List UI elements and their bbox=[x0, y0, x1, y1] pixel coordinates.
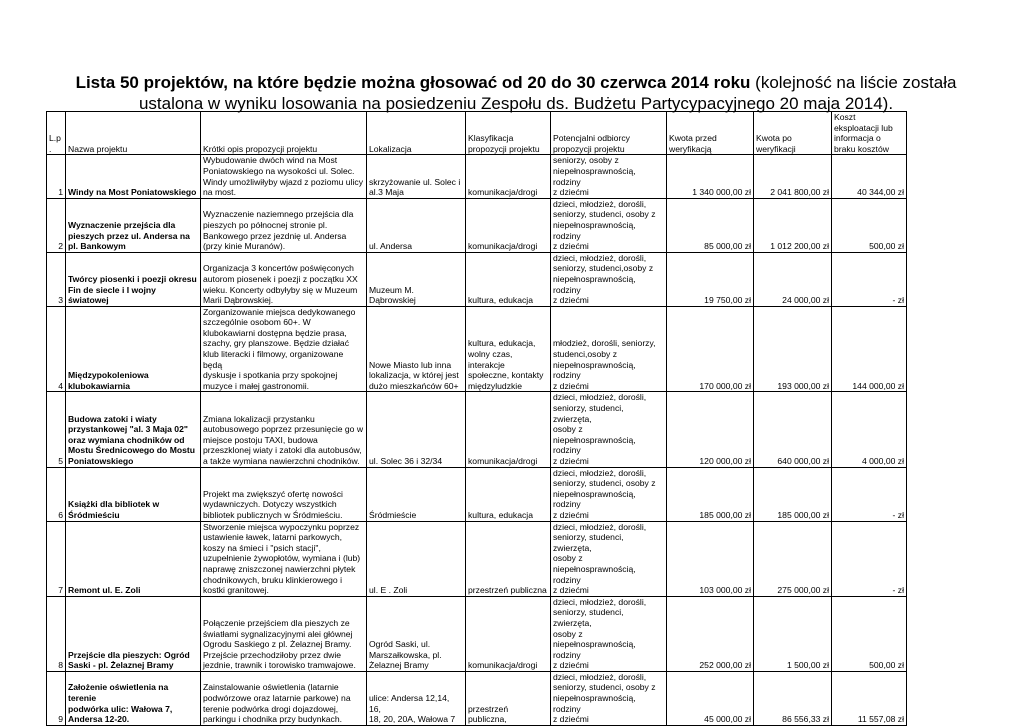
row-lp: 1 bbox=[47, 155, 66, 198]
row-name: Międzypokoleniowa klubokawiarnia bbox=[66, 306, 201, 392]
header-lp: L.p. bbox=[47, 112, 66, 155]
row-name: Twórcy piosenki i poezji okresu Fin de siecle i I wojny światowej bbox=[66, 252, 201, 306]
row-location: skrzyżowanie ul. Solec i al.3 Maja bbox=[367, 155, 466, 198]
row-name: Windy na Most Poniatowskiego bbox=[66, 155, 201, 198]
row-desc: Organizacja 3 koncertów poświęconych autorom piosenek i poezji z początku XX wieku. Koncerty odbyłyby się w Muzeum Marii Dąbrowskiej. bbox=[201, 252, 367, 306]
row-name: Przejście dla pieszych: Ogród Saski - pl. Żelaznej Bramy bbox=[66, 596, 201, 671]
row-location: ul. E . Zoli bbox=[367, 521, 466, 596]
row-amount-after: 2 041 800,00 zł bbox=[754, 155, 832, 198]
row-location: ul. Andersa bbox=[367, 198, 466, 252]
row-location: Muzeum M. Dąbrowskiej bbox=[367, 252, 466, 306]
header-location: Lokalizacja bbox=[367, 112, 466, 155]
row-target: dzieci, młodzież, dorośli, seniorzy, studenci, osoby z niepełnosprawnością, rodziny z dziećmi bbox=[551, 198, 667, 252]
row-amount-after: 193 000,00 zł bbox=[754, 306, 832, 392]
row-target: dzieci, młodzież, dorośli, seniorzy, studenci, zwierzęta, osoby z niepełnosprawnością, rodziny z dziećmi bbox=[551, 596, 667, 671]
row-name: Założenie oświetlenia na terenie podwórka ulic: Wałowa 7, Andersa 12-20. bbox=[66, 671, 201, 725]
page-title bbox=[46, 72, 986, 114]
row-location: ul. Solec 36 i 32/34 bbox=[367, 392, 466, 467]
row-desc: Zainstalowanie oświetlenia (latarnie podwórzowe oraz latarnie parkowe) na terenie podwórka drogi dojazdowej, parkingu i chodnika przy budynkach. bbox=[201, 671, 367, 725]
row-amount-before: 45 000,00 zł bbox=[667, 671, 754, 725]
row-operating-cost: - zł bbox=[832, 252, 907, 306]
row-amount-before: 85 000,00 zł bbox=[667, 198, 754, 252]
table-row bbox=[47, 155, 907, 198]
row-lp: 4 bbox=[47, 306, 66, 392]
row-class: przestrzeń publiczna bbox=[466, 521, 551, 596]
row-lp: 5 bbox=[47, 392, 66, 467]
row-amount-before: 185 000,00 zł bbox=[667, 467, 754, 521]
row-desc: Zorganizowanie miejsca dedykowanego szczególnie osobom 60+. W klubokawiarni dostępna będzie prasa, szachy, gry planszowe. Będzie działać klub literacki i filmowy, organizowane będą dyskusje i spotkania przy spokojnej muzyce i małej gastronomii. bbox=[201, 306, 367, 392]
row-lp: 9 bbox=[47, 671, 66, 725]
row-lp: 2 bbox=[47, 198, 66, 252]
row-operating-cost: 40 344,00 zł bbox=[832, 155, 907, 198]
row-amount-before: 120 000,00 zł bbox=[667, 392, 754, 467]
row-amount-before: 19 750,00 zł bbox=[667, 252, 754, 306]
row-target: dzieci, młodzież, dorośli, seniorzy, studenci, osoby z niepełnosprawnością, rodziny z dziećmi bbox=[551, 467, 667, 521]
table-row bbox=[47, 671, 907, 725]
row-amount-before: 1 340 000,00 zł bbox=[667, 155, 754, 198]
title-bold: Lista 50 projektów, na które będzie można głosować od 20 do 30 czerwca 2014 roku bbox=[75, 73, 751, 92]
row-lp: 8 bbox=[47, 596, 66, 671]
row-amount-before: 252 000,00 zł bbox=[667, 596, 754, 671]
row-name: Książki dla bibliotek w Śródmieściu bbox=[66, 467, 201, 521]
row-class: przestrzeń publiczna, bbox=[466, 671, 551, 725]
row-class: kultura, edukacja, wolny czas, interakcje społeczne, kontakty międzyludzkie bbox=[466, 306, 551, 392]
header-desc: Krótki opis propozycji projektu bbox=[201, 112, 367, 155]
row-desc: Wyznaczenie naziemnego przejścia dla pieszych po północnej stronie pl. Bankowego przez jezdnię ul. Andersa (przy kinie Muranów). bbox=[201, 198, 367, 252]
row-desc: Stworzenie miejsca wypoczynku poprzez ustawienie ławek, latarni parkowych, koszy na śmieci i "psich stacji", uzupełnienie żywopłotów, wymiana i (lub) naprawę zniszczonej nawierzchni płytek chodnikowych, bruku klinkierowego i kostki granitowej. bbox=[201, 521, 367, 596]
row-location: Nowe Miasto lub inna lokalizacja, w której jest dużo mieszkańców 60+ bbox=[367, 306, 466, 392]
table-row bbox=[47, 521, 907, 596]
header-after: Kwota po weryfikacji bbox=[754, 112, 832, 155]
row-location: Ogród Saski, ul. Marszałkowska, pl. Żelaznej Bramy bbox=[367, 596, 466, 671]
row-amount-before: 170 000,00 zł bbox=[667, 306, 754, 392]
row-operating-cost: 4 000,00 zł bbox=[832, 392, 907, 467]
header-target: Potencjalni odbiorcy propozycji projektu bbox=[551, 112, 667, 155]
table-row bbox=[47, 467, 907, 521]
row-desc: Wybudowanie dwóch wind na Most Poniatowskiego na wysokości ul. Solec. Windy umożliwiłyby wjazd z poziomu ulicy na most. bbox=[201, 155, 367, 198]
title-rest: (kolejność na liście została ustalona w wyniku losowania na posiedzeniu Zespołu ds. Budżetu Partycypacyjnego 20 maja 2014). bbox=[138, 73, 957, 113]
table-row bbox=[47, 306, 907, 392]
row-class: komunikacja/drogi bbox=[466, 392, 551, 467]
row-operating-cost: 500,00 zł bbox=[832, 198, 907, 252]
row-amount-after: 1 012 200,00 zł bbox=[754, 198, 832, 252]
projects-table bbox=[46, 111, 907, 726]
header-name: Nazwa projektu bbox=[66, 112, 201, 155]
table-row bbox=[47, 596, 907, 671]
header-before: Kwota przed weryfikacją bbox=[667, 112, 754, 155]
row-amount-after: 86 556,33 zł bbox=[754, 671, 832, 725]
row-amount-after: 275 000,00 zł bbox=[754, 521, 832, 596]
row-class: komunikacja/drogi bbox=[466, 198, 551, 252]
row-class: komunikacja/drogi bbox=[466, 596, 551, 671]
row-amount-after: 1 500,00 zł bbox=[754, 596, 832, 671]
row-name: Budowa zatoki i wiaty przystankowej "al. 3 Maja 02" oraz wymiana chodników od Mostu Średnicowego do Mostu Poniatowskiego bbox=[66, 392, 201, 467]
row-lp: 7 bbox=[47, 521, 66, 596]
table-row bbox=[47, 252, 907, 306]
header-cost: Koszt eksploatacji lub informacja o braku kosztów bbox=[832, 112, 907, 155]
row-class: komunikacja/drogi bbox=[466, 155, 551, 198]
row-desc: Zmiana lokalizacji przystanku autobusowego poprzez przesunięcie go w miejsce postoju TAXI, budowa przeszklonej wiaty i zatoki dla autobusów, a także wymiana nawierzchni chodników. bbox=[201, 392, 367, 467]
table-row bbox=[47, 392, 907, 467]
row-amount-after: 24 000,00 zł bbox=[754, 252, 832, 306]
row-target: dzieci, młodzież, dorośli, seniorzy, studenci, osoby z niepełnosprawnością, rodziny z dziećmi bbox=[551, 671, 667, 725]
row-lp: 3 bbox=[47, 252, 66, 306]
row-target: młodzież, dorośli, seniorzy, studenci,osoby z niepełnosprawnością, rodziny z dziećmi bbox=[551, 306, 667, 392]
row-target: dzieci, młodzież, dorośli, seniorzy, studenci, zwierzęta, osoby z niepełnosprawnością, rodziny z dziećmi bbox=[551, 521, 667, 596]
row-operating-cost: - zł bbox=[832, 467, 907, 521]
row-location: ulice: Andersa 12,14, 16, 18, 20, 20A, Wałowa 7 bbox=[367, 671, 466, 725]
row-desc: Projekt ma zwiększyć ofertę nowości wydawniczych. Dotyczy wszystkich bibliotek publicznych w Śródmieściu. bbox=[201, 467, 367, 521]
header-class: Klasyfikacja propozycji projektu bbox=[466, 112, 551, 155]
row-operating-cost: 144 000,00 zł bbox=[832, 306, 907, 392]
row-amount-after: 185 000,00 zł bbox=[754, 467, 832, 521]
row-class: kultura, edukacja bbox=[466, 252, 551, 306]
table-row bbox=[47, 198, 907, 252]
row-desc: Połączenie przejściem dla pieszych ze światłami sygnalizacyjnymi alei głównej Ogrodu Saskiego z pl. Żelaznej Bramy. Przejście przechodziłoby przez dwie jezdnie, trawnik i torowisko tramwajowe. bbox=[201, 596, 367, 671]
row-class: kultura, edukacja bbox=[466, 467, 551, 521]
row-amount-after: 640 000,00 zł bbox=[754, 392, 832, 467]
row-amount-before: 103 000,00 zł bbox=[667, 521, 754, 596]
header-row bbox=[47, 112, 907, 155]
row-name: Remont ul. E. Zoli bbox=[66, 521, 201, 596]
row-name: Wyznaczenie przejścia dla pieszych przez ul. Andersa na pl. Bankowym bbox=[66, 198, 201, 252]
row-target: dzieci, młodzież, dorośli, seniorzy, studenci,osoby z niepełnosprawnością, rodziny z dziećmi bbox=[551, 252, 667, 306]
row-location: Śródmieście bbox=[367, 467, 466, 521]
row-target: seniorzy, osoby z niepełnosprawnością, rodziny z dziećmi bbox=[551, 155, 667, 198]
row-operating-cost: 11 557,08 zł bbox=[832, 671, 907, 725]
row-operating-cost: - zł bbox=[832, 521, 907, 596]
row-target: dzieci, młodzież, dorośli, seniorzy, studenci, zwierzęta, osoby z niepełnosprawnością, rodziny z dziećmi bbox=[551, 392, 667, 467]
row-operating-cost: 500,00 zł bbox=[832, 596, 907, 671]
row-lp: 6 bbox=[47, 467, 66, 521]
